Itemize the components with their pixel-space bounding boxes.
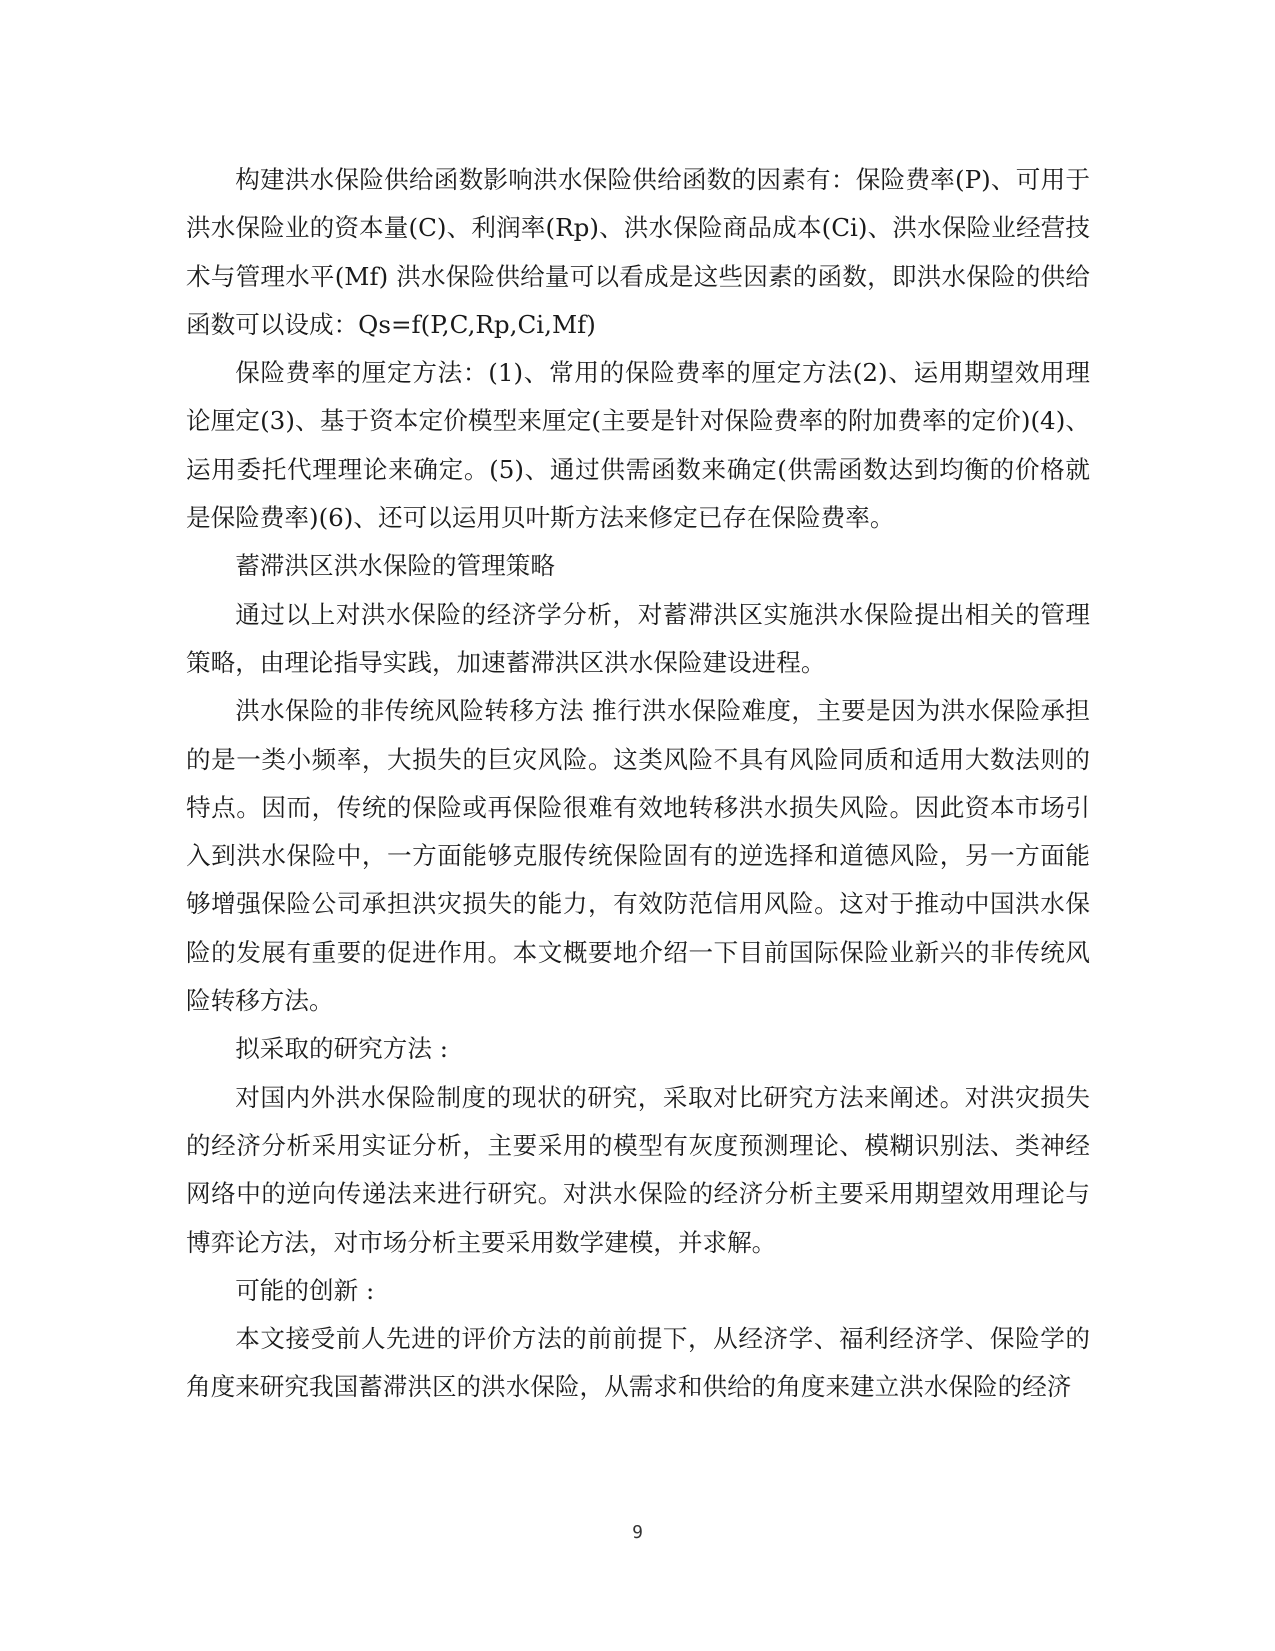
section-heading-management-strategy: 蓄滞洪区洪水保险的管理策略 bbox=[235, 551, 555, 581]
paragraph-research-method: 对国内外洪水保险制度的现状的研究，采取对比研究方法来阐述。对洪灾损失的经济分析采用实证分析，主要采用的模型有灰度预测理论、模糊识别法、类神经网络中的逆向传递法来进行研究。对洪水保险的经济分析主要采用期望效用理论与博弈论方法，对市场分析主要采用数学建模，并求解。 bbox=[186, 1082, 1090, 1257]
paragraph-innovation: 本文接受前人先进的评价方法的前前提下，从经济学、福利经济学、保险学的角度来研究我国蓄滞洪区的洪水保险，从需求和供给的角度来建立洪水保险的经济 bbox=[186, 1324, 1090, 1402]
page-number: 9 bbox=[632, 1522, 643, 1543]
paragraph-strategy-intro: 通过以上对洪水保险的经济学分析，对蓄滞洪区实施洪水保险提出相关的管理策略，由理论指导实践，加速蓄滞洪区洪水保险建设进程。 bbox=[186, 599, 1090, 677]
body-text bbox=[186, 156, 1090, 1412]
paragraph-supply-function: 构建洪水保险供给函数影响洪水保险供给函数的因素有：保险费率(P)、可用于洪水保险业的资本量(C)、利润率(Rp)、洪水保险商品成本(Ci)、洪水保险业经营技术与管理水平(Mf) 洪水保险供给量可以看成是这些因素的函数，即洪水保险的供给函数可以设成：Qs=f(P,C,Rp,Ci,Mf) bbox=[186, 165, 1090, 339]
paragraph-risk-transfer: 洪水保险的非传统风险转移方法 推行洪水保险难度，主要是因为洪水保险承担的是一类小频率，大损失的巨灾风险。这类风险不具有风险同质和适用大数法则的特点。因而，传统的保险或再保险很难有效地转移洪水损失风险。因此资本市场引入到洪水保险中，一方面能够克服传统保险固有的逆选择和道德风险，另一方面能够增强保险公司承担洪灾损失的能力，有效防范信用风险。这对于推动中国洪水保险的发展有重要的促进作用。本文概要地介绍一下目前国际保险业新兴的非传统风险转移方法。 bbox=[186, 696, 1090, 1016]
paragraph-rate-methods: 保险费率的厘定方法：(1)、常用的保险费率的厘定方法(2)、运用期望效用理论厘定(3)、基于资本定价模型来厘定(主要是针对保险费率的附加费率的定价)(4)、运用委托代理理论来确定。(5)、通过供需函数来确定(供需函数达到均衡的价格就是保险费率)(6)、还可以运用贝叶斯方法来修定已存在保险费率。 bbox=[186, 358, 1090, 533]
section-heading-innovation: 可能的创新 : bbox=[235, 1275, 375, 1305]
section-heading-research-method: 拟采取的研究方法 : bbox=[235, 1034, 449, 1064]
